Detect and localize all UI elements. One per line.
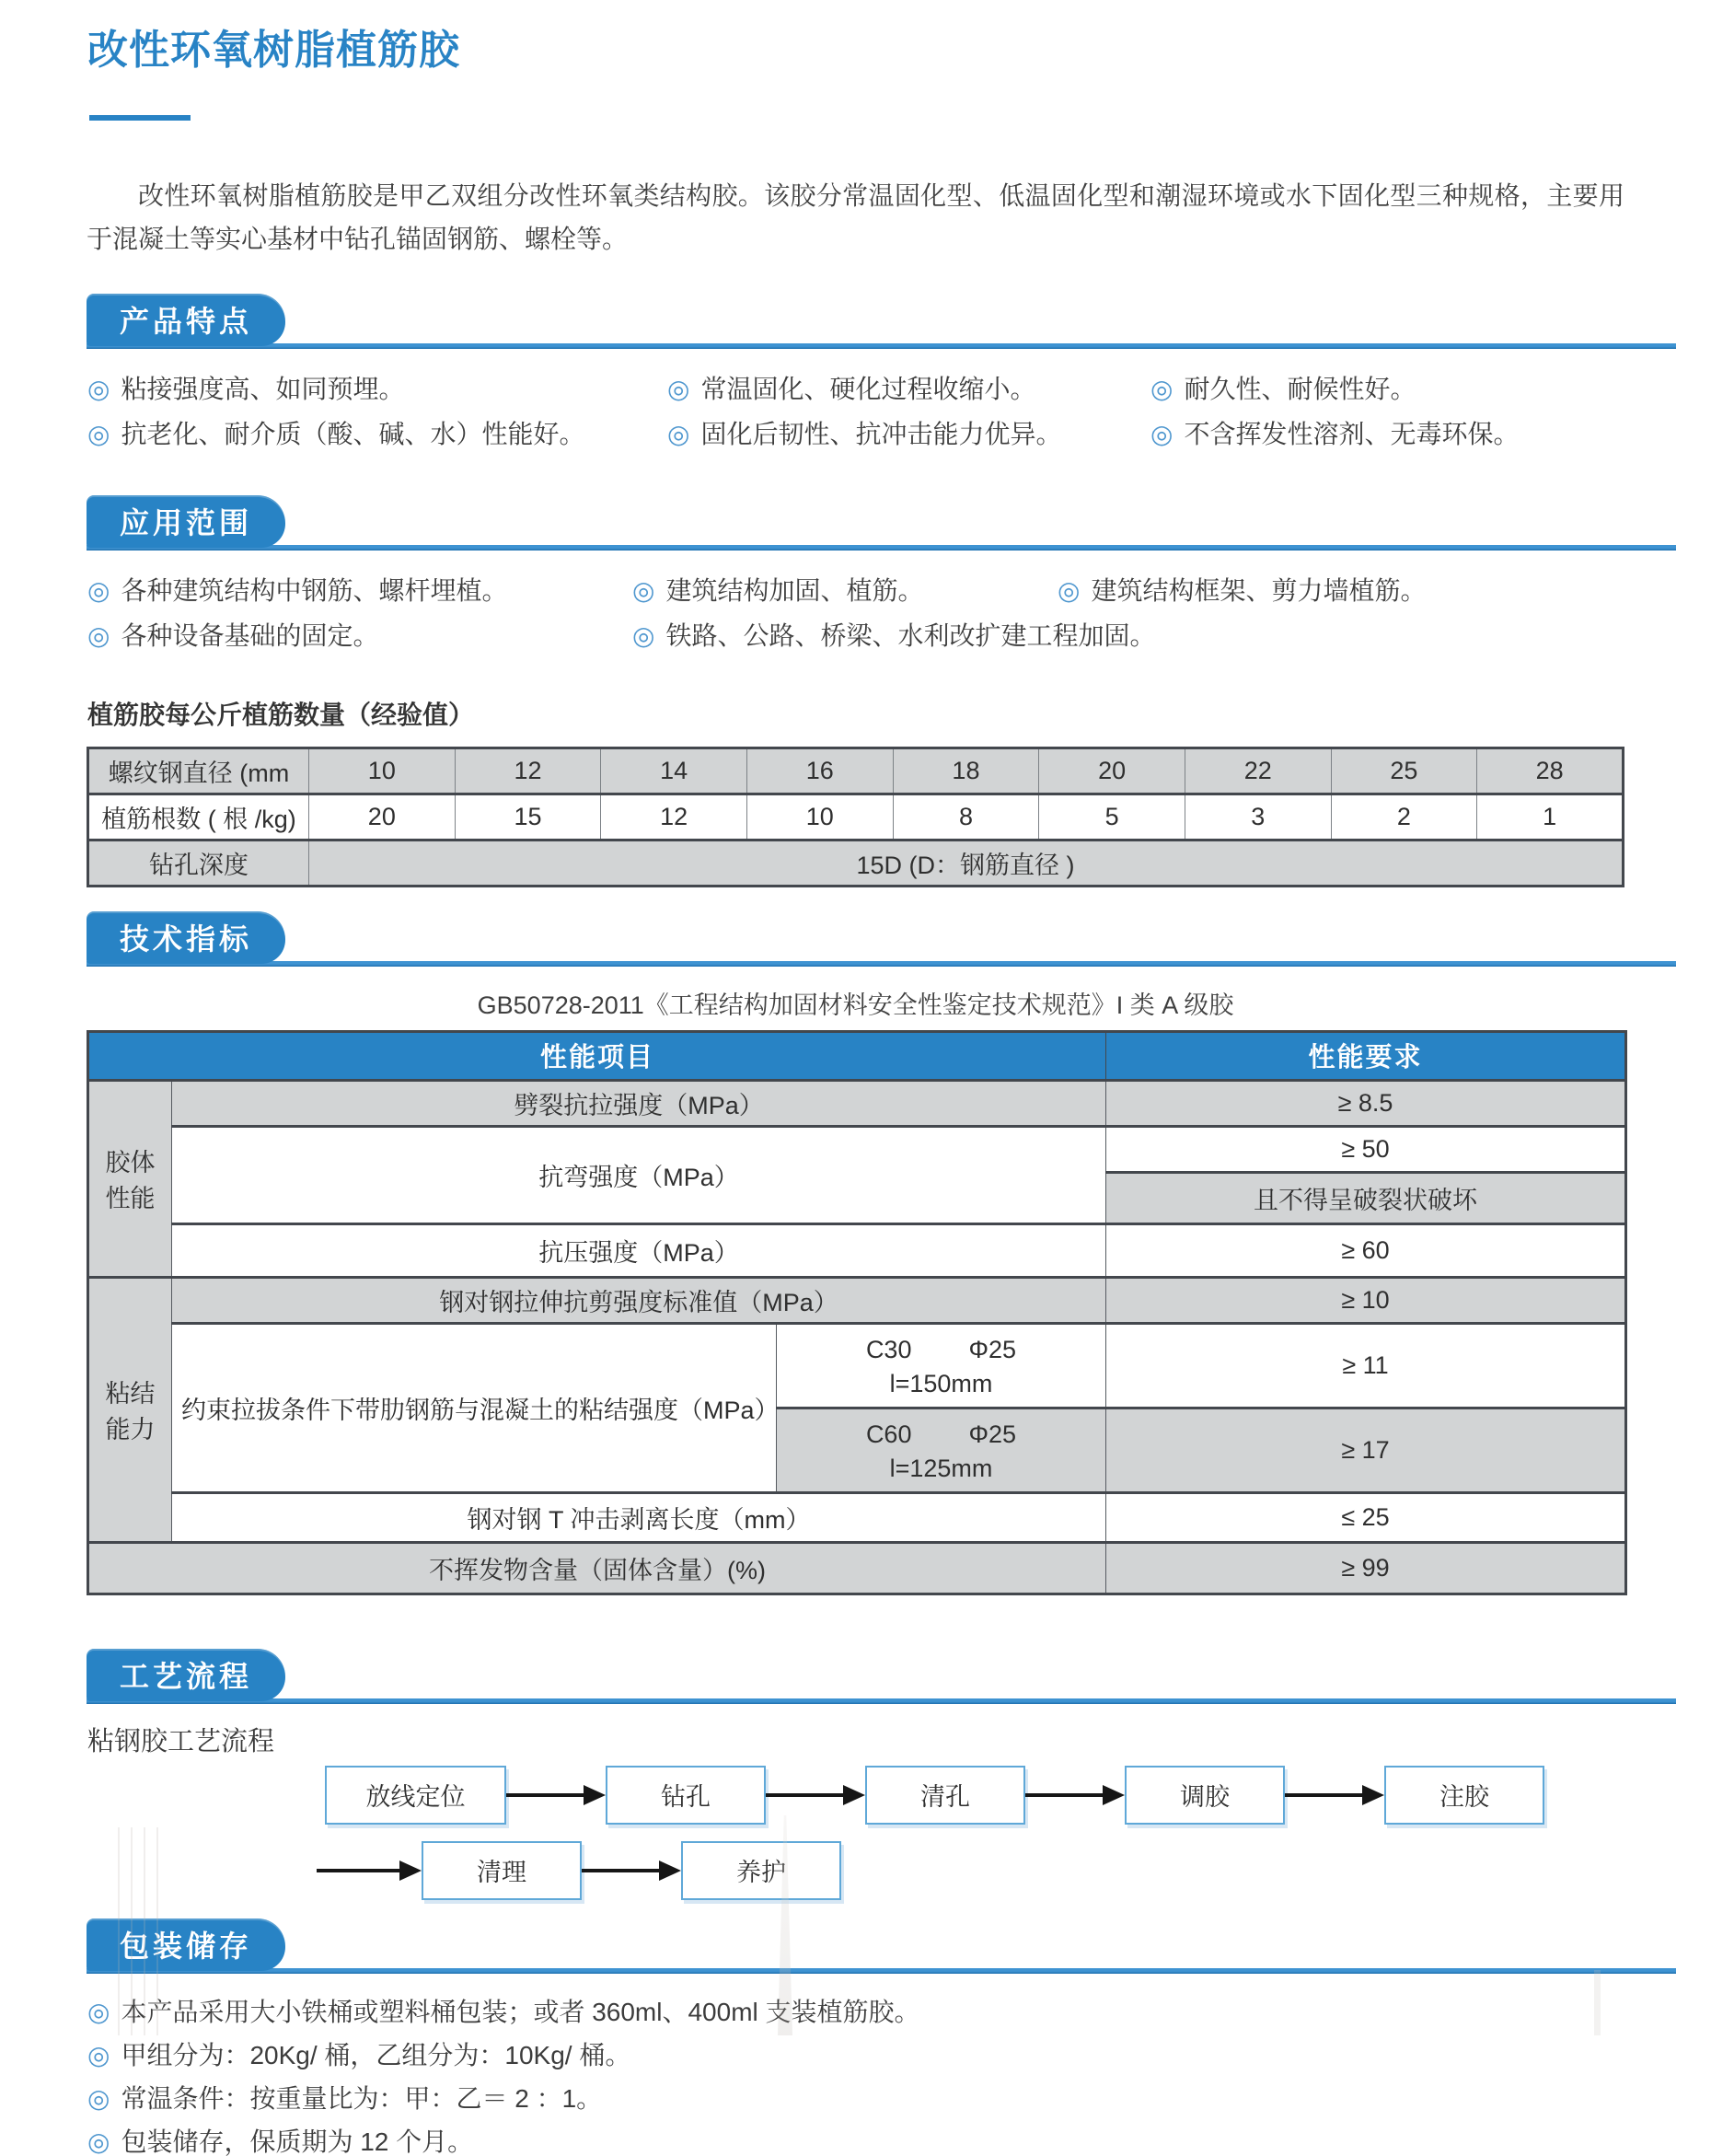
list-item-text: 粘接强度高、如同预埋。 xyxy=(121,374,405,403)
spec-req: ≥ 10 xyxy=(1106,1277,1626,1323)
col-header-req: 性能要求 xyxy=(1106,1031,1626,1080)
features-row-2 xyxy=(87,418,1674,451)
table-row xyxy=(88,1080,1626,1126)
list-item xyxy=(667,373,1150,406)
group-label-bond: 粘结能力 xyxy=(88,1277,172,1542)
bullet-icon: ◎ xyxy=(87,2040,110,2069)
arrow-shaft xyxy=(506,1793,584,1797)
table-cell: 12 xyxy=(455,748,601,794)
table-cell: 16 xyxy=(746,748,893,794)
table-cell: 5 xyxy=(1039,794,1185,840)
arrow-shaft xyxy=(317,1869,399,1872)
process-step: 钻孔 xyxy=(606,1766,766,1825)
bullet-icon: ◎ xyxy=(667,419,690,448)
spec-condition xyxy=(777,1323,1106,1408)
condition-line-1 xyxy=(786,1420,1096,1449)
list-item-text: 常温固化、硬化过程收缩小。 xyxy=(700,374,1036,403)
table-row xyxy=(88,1277,1626,1323)
spec-req: 且不得呈破裂状破坏 xyxy=(1106,1172,1626,1223)
bullet-icon: ◎ xyxy=(87,2127,110,2156)
table-cell: 28 xyxy=(1477,748,1624,794)
process-step: 清理 xyxy=(422,1841,582,1900)
process-heading-badge: 工艺流程 xyxy=(87,1649,285,1701)
packaging-heading-badge: 包装储存 xyxy=(87,1918,285,1971)
rebar-count-table xyxy=(87,747,1624,887)
list-item-text: 建筑结构框架、剪力墙植筋。 xyxy=(1091,575,1427,605)
list-item-text: 各种建筑结构中钢筋、螺杆埋植。 xyxy=(121,575,508,605)
condition-diameter: Φ25 xyxy=(968,1420,1017,1449)
intro-paragraph: 改性环氧树脂植筋胶是甲乙双组分改性环氧类结构胶。该胶分常温固化型、低温固化型和潮湿环境或水下固化型三种规格，主要用于混凝土等实心基材中钻孔锚固钢筋、螺栓等。 xyxy=(87,180,1624,253)
packaging-heading-rule xyxy=(87,1968,1676,1974)
features-heading-badge: 产品特点 xyxy=(87,294,285,346)
bullet-icon: ◎ xyxy=(1058,575,1081,605)
list-item xyxy=(1058,574,1426,608)
applications-row-1 xyxy=(87,574,1674,608)
arrow-shaft xyxy=(766,1793,843,1797)
process-flow-row-2 xyxy=(317,1841,1711,1900)
list-item-text: 甲组分为：20Kg/ 桶，乙组分为：10Kg/ 桶。 xyxy=(121,2040,631,2069)
process-step: 放线定位 xyxy=(325,1766,506,1825)
list-item xyxy=(87,2041,1656,2069)
page-title: 改性环氧树脂植筋胶 xyxy=(87,28,460,73)
list-item xyxy=(1150,373,1416,406)
title-underline xyxy=(89,115,191,121)
bullet-icon: ◎ xyxy=(87,374,110,403)
spec-label: 劈裂抗拉强度（MPa） xyxy=(172,1080,1106,1126)
applications-row-2 xyxy=(87,620,1674,653)
table-cell: 8 xyxy=(893,794,1039,840)
arrow-shaft xyxy=(1025,1793,1103,1797)
spec-label: 不挥发物含量（固体含量）(%) xyxy=(88,1542,1106,1594)
section-header-features xyxy=(87,292,1676,349)
bullet-icon: ◎ xyxy=(87,2083,110,2113)
list-item-text: 建筑结构加固、植筋。 xyxy=(665,575,924,605)
arrow-right-icon xyxy=(1285,1785,1384,1805)
table-cell: 1 xyxy=(1477,794,1624,840)
table-row xyxy=(88,840,1624,886)
list-item xyxy=(87,574,632,608)
section-header-tech xyxy=(87,910,1676,967)
bullet-icon: ◎ xyxy=(87,575,110,605)
table-cell: 25 xyxy=(1331,748,1477,794)
tech-heading-rule xyxy=(87,961,1676,967)
drill-depth-label: 钻孔深度 xyxy=(88,840,309,886)
list-item xyxy=(667,418,1150,451)
rebar-count-label: 植筋根数 ( 根 /kg) xyxy=(88,794,309,840)
arrow-shaft xyxy=(1285,1793,1362,1797)
table-cell: 14 xyxy=(601,748,747,794)
table-row xyxy=(88,1126,1626,1172)
table-row xyxy=(88,1492,1626,1542)
list-item-text: 固化后韧性、抗冲击能力优异。 xyxy=(700,419,1062,448)
table-cell: 10 xyxy=(746,794,893,840)
spec-req: ≥ 99 xyxy=(1106,1542,1626,1594)
condition-grade: C30 xyxy=(865,1336,912,1364)
bullet-icon: ◎ xyxy=(87,1997,110,2026)
process-flow-row-1 xyxy=(325,1766,1711,1825)
rebar-table-title: 植筋胶每公斤植筋数量（经验值） xyxy=(87,700,475,729)
bullet-icon: ◎ xyxy=(632,620,655,650)
spec-req: ≥ 60 xyxy=(1106,1223,1626,1277)
table-cell: 12 xyxy=(601,794,747,840)
spec-req: ≤ 25 xyxy=(1106,1492,1626,1542)
features-list xyxy=(87,373,1674,451)
spec-condition xyxy=(777,1408,1106,1492)
section-header-process xyxy=(87,1647,1676,1704)
process-step: 养护 xyxy=(681,1841,841,1900)
arrow-right-icon xyxy=(766,1785,865,1805)
list-item xyxy=(632,574,1058,608)
table-cell: 18 xyxy=(893,748,1039,794)
list-item xyxy=(87,2127,1656,2156)
spec-label: 抗压强度（MPa） xyxy=(172,1223,1106,1277)
arrow-right-icon xyxy=(582,1860,681,1881)
bullet-icon: ◎ xyxy=(632,575,655,605)
list-item-text: 包装储存，保质期为 12 个月。 xyxy=(121,2127,474,2156)
applications-heading-badge: 应用范围 xyxy=(87,495,285,548)
process-step: 注胶 xyxy=(1384,1766,1544,1825)
drill-depth-value: 15D (D：钢筋直径 ) xyxy=(309,840,1624,886)
rebar-diameter-label: 螺纹钢直径 (mm xyxy=(88,748,309,794)
list-item-text: 不含挥发性溶剂、无毒环保。 xyxy=(1184,419,1520,448)
bullet-icon: ◎ xyxy=(1150,419,1173,448)
section-header-applications xyxy=(87,493,1676,551)
group-label-body: 胶体性能 xyxy=(88,1080,172,1277)
table-cell: 10 xyxy=(309,748,456,794)
process-subtitle: 粘钢胶工艺流程 xyxy=(87,1726,275,1756)
list-item-text: 铁路、公路、桥梁、水利改扩建工程加固。 xyxy=(665,620,1156,650)
table-row xyxy=(88,1223,1626,1277)
table-row xyxy=(88,1323,1626,1408)
table-row xyxy=(88,1542,1626,1594)
packaging-list xyxy=(87,1998,1656,2156)
spec-req: ≥ 8.5 xyxy=(1106,1080,1626,1126)
table-cell: 15 xyxy=(455,794,601,840)
table-cell: 22 xyxy=(1185,748,1331,794)
tech-standard-caption: GB50728-2011《工程结构加固材料安全性鉴定技术规范》I 类 A 级胶 xyxy=(477,991,1234,1019)
list-item xyxy=(632,620,1155,653)
list-item xyxy=(87,620,632,653)
condition-grade: C60 xyxy=(865,1420,912,1449)
tech-spec-table xyxy=(87,1030,1627,1595)
spec-req: ≥ 11 xyxy=(1106,1323,1626,1408)
arrow-right-icon xyxy=(506,1785,606,1805)
applications-list xyxy=(87,574,1674,653)
table-cell: 2 xyxy=(1331,794,1477,840)
applications-heading-rule xyxy=(87,545,1676,551)
process-step: 清孔 xyxy=(865,1766,1025,1825)
spec-label: 钢对钢 T 冲击剥离长度（mm） xyxy=(172,1492,1106,1542)
spec-label: 抗弯强度（MPa） xyxy=(172,1126,1106,1223)
table-cell: 20 xyxy=(1039,748,1185,794)
list-item-text: 各种设备基础的固定。 xyxy=(121,620,379,650)
list-item-text: 耐久性、耐候性好。 xyxy=(1184,374,1416,403)
list-item xyxy=(87,418,667,451)
table-header-row xyxy=(88,1031,1626,1080)
spec-req: ≥ 50 xyxy=(1106,1126,1626,1172)
process-heading-rule xyxy=(87,1698,1676,1704)
condition-line-2: l=125mm xyxy=(889,1455,993,1483)
spec-label: 约束拉拔条件下带肋钢筋与混凝土的粘结强度（MPa） xyxy=(172,1323,777,1492)
table-row xyxy=(88,794,1624,840)
bullet-icon: ◎ xyxy=(87,620,110,650)
list-item xyxy=(87,1998,1656,2026)
condition-line-2: l=150mm xyxy=(889,1370,993,1398)
arrow-right-icon xyxy=(1025,1785,1125,1805)
table-cell: 3 xyxy=(1185,794,1331,840)
arrow-right-icon xyxy=(317,1860,422,1881)
condition-line-1 xyxy=(786,1336,1096,1364)
list-item xyxy=(1150,418,1519,451)
process-step: 调胶 xyxy=(1125,1766,1285,1825)
bullet-icon: ◎ xyxy=(667,374,690,403)
table-cell: 20 xyxy=(309,794,456,840)
features-row-1 xyxy=(87,373,1674,406)
spec-label: 钢对钢拉伸抗剪强度标准值（MPa） xyxy=(172,1277,1106,1323)
list-item xyxy=(87,2084,1656,2113)
list-item-text: 本产品采用大小铁桶或塑料桶包装；或者 360ml、400ml 支装植筋胶。 xyxy=(121,1997,920,2026)
section-header-packaging xyxy=(87,1917,1676,1974)
col-header-item: 性能项目 xyxy=(88,1031,1106,1080)
list-item xyxy=(87,373,667,406)
list-item-text: 常温条件：按重量比为：甲：乙＝ 2 ：1。 xyxy=(121,2083,603,2113)
bullet-icon: ◎ xyxy=(87,419,110,448)
table-row xyxy=(88,748,1624,794)
arrow-shaft xyxy=(582,1869,659,1872)
bullet-icon: ◎ xyxy=(1150,374,1173,403)
features-heading-rule xyxy=(87,343,1676,349)
list-item-text: 抗老化、耐介质（酸、碱、水）性能好。 xyxy=(121,419,585,448)
spec-req: ≥ 17 xyxy=(1106,1408,1626,1492)
tech-heading-badge: 技术指标 xyxy=(87,911,285,964)
condition-diameter: Φ25 xyxy=(968,1336,1017,1364)
